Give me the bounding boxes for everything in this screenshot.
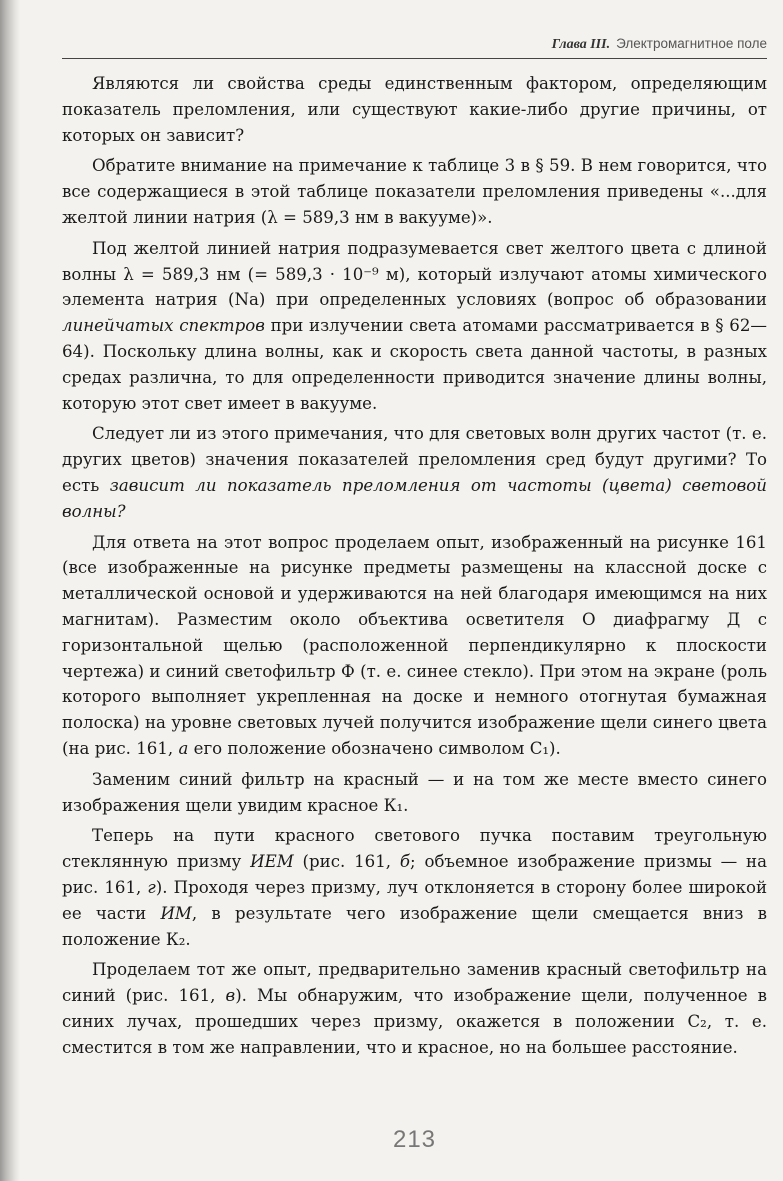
emphasis-text: г <box>147 877 156 897</box>
paragraph <box>62 153 767 230</box>
chapter-label: Глава III. <box>551 37 611 52</box>
paragraph <box>62 71 767 148</box>
paragraph <box>62 767 767 819</box>
paragraph-text: , в результате чего изображение щели смещается вниз в положение К₂. <box>62 903 767 949</box>
running-header <box>62 36 767 59</box>
paragraph <box>62 530 767 762</box>
paragraph-text: Заменим синий фильтр на красный — и на том же месте вместо синего изображения щели увидим красное К₁. <box>62 769 767 815</box>
emphasis-text: б <box>399 852 411 872</box>
page-number: 213 <box>392 1126 437 1153</box>
emphasis-text: зависит ли показатель преломления от частоты (цвета) световой волны? <box>62 475 767 521</box>
paragraph-text: Проделаем тот же опыт, предварительно заменив красный светофильтр на синий (рис. 161, <box>62 960 767 1006</box>
paragraph <box>62 421 767 524</box>
paragraph-text: ). Проходя через призму, луч отклоняется в сторону более широкой ее части <box>62 877 767 923</box>
paragraph-text: Под желтой линией натрия подразумевается свет желтого цвета с длиной волны λ = 589,3 нм (= 589,3 · 10⁻⁹ м), который излучают атомы химического элемента натрия (Na) при определенных условиях (вопрос об образовании <box>62 238 767 310</box>
paragraph-text: при излучении света атомами рассматривается в § 62—64). Поскольку длина волны, как и скорость света данной частоты, в разных средах различна, то для определенности приводится значение длины волны, которую этот свет имеет в вакууме. <box>62 316 767 413</box>
paragraph-text: его положение обозначено символом С₁). <box>188 738 561 758</box>
emphasis-text: в <box>225 986 236 1006</box>
paragraph-text: ). Мы обнаружим, что изображение щели, полученное в синих лучах, прошедших через призму, окажется в положении С₂, т. е. сместится в том же направлении, что и красное, но на большее расстояние. <box>62 986 767 1057</box>
emphasis-text: линейчатых спектров <box>62 316 265 336</box>
paragraph-text: (рис. 161, <box>293 852 400 872</box>
paragraph <box>62 236 767 417</box>
paragraph <box>62 823 767 952</box>
paragraph-text: ; объемное изображение призмы — на рис. 161, <box>62 852 767 897</box>
paragraph <box>62 957 767 1060</box>
emphasis-text: ИМ <box>160 903 192 923</box>
paragraph-text: Следует ли из этого примечания, что для световых волн других частот (т. е. других цветов) значения показателей преломления сред будут другими? То есть <box>62 424 767 495</box>
body-text <box>62 71 767 1060</box>
paragraph-text: Теперь на пути красного светового пучка поставим треугольную стеклянную призму <box>62 826 767 872</box>
page-binding-shadow <box>0 0 20 1181</box>
paragraph-text: Обратите внимание на примечание к таблице 3 в § 59. В нем говорится, что все содержащиеся в этой таблице показатели преломления приведены «...для желтой линии натрия (λ = 589,3 нм в вакууме)». <box>62 156 767 227</box>
paragraph-text: Для ответа на этот вопрос проделаем опыт, изображенный на рисунке 161 (все изображенные на рисунке предметы размещены на классной доске с металлической основой и удерживаются на ней благодаря имеющимся на них магнитам). Разместим около объектива осветителя О диафрагму Д с горизонтальной щелью (расположенной перпендикулярно к плоскости чертежа) и синий светофильтр Ф (т. е. синее стекло). При этом на экране (роль которого выполняет укрепленная на доске и немного отогнутая бумажная полоска) на уровне световых лучей получится изображение щели синего цвета (на рис. 161, <box>62 532 767 758</box>
emphasis-text: ИЕМ <box>250 852 294 872</box>
book-page <box>62 36 767 1153</box>
emphasis-text: а <box>178 738 189 758</box>
paragraph-text: Являются ли свойства среды единственным фактором, определяющим показатель преломления, или существуют какие-либо другие причины, от которых он зависит? <box>62 74 767 145</box>
section-title: Электромагнитное поле <box>616 36 767 51</box>
